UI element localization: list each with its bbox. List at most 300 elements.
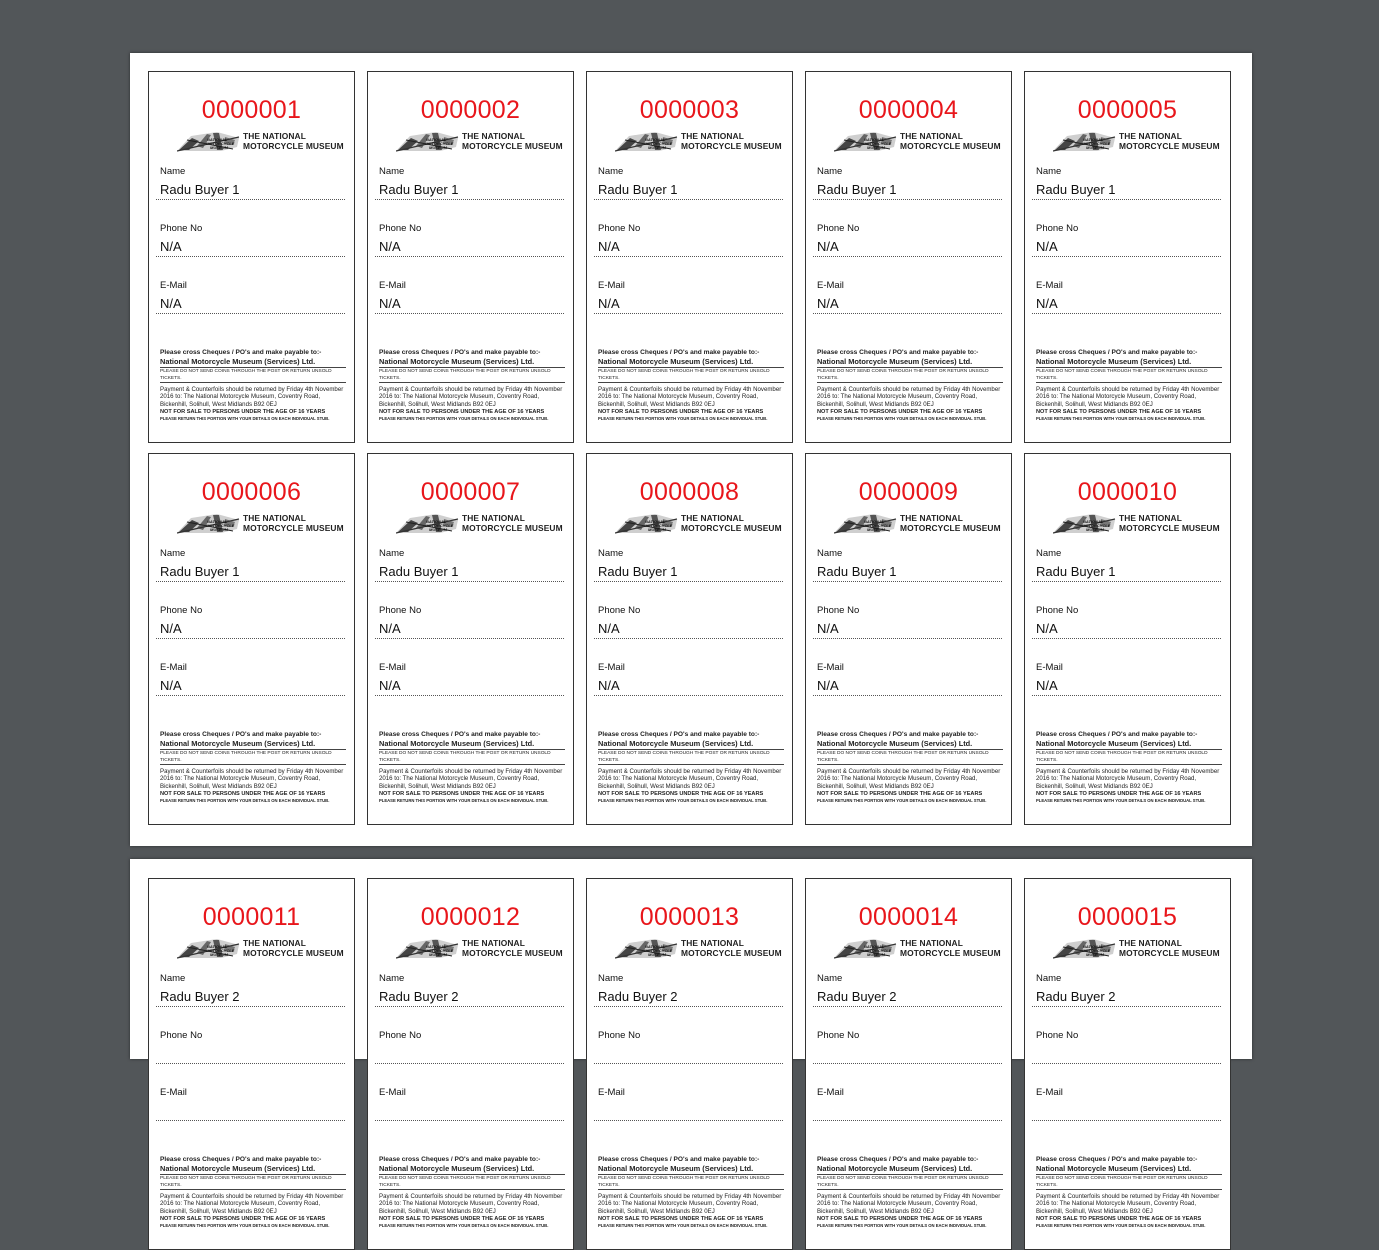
legal-notice [598,349,784,422]
svg-text:MUSEUM: MUSEUM [429,952,447,957]
name-value: Radu Buyer 1 [379,564,459,579]
logo-line-2: MOTORCYCLE MUSEUM [462,522,563,533]
name-label: Name [1036,548,1062,559]
email-value: N/A [817,296,839,311]
legal-notice [817,731,1003,804]
phone-value: N/A [598,621,620,636]
age-restriction-note: NOT FOR SALE TO PERSONS UNDER THE AGE OF 16 YEARS [379,791,545,798]
name-value: Radu Buyer 1 [1036,564,1116,579]
legal-notice [598,731,784,804]
return-address-note: Payment & Counterfoils should be returned by Friday 4th November 2016 to: The National Motorcycle Museum, Coventry Road, Bickenhill, Solihull, West Midlands B92 0EJ [817,1193,1001,1215]
email-underline [156,313,345,314]
no-coins-note: PLEASE DO NOT SEND COINS THROUGH THE POST OR RETURN UNSOLD TICKETS. [1036,368,1222,383]
name-value: Radu Buyer 1 [817,564,897,579]
logo-line-1: THE NATIONAL [462,131,525,141]
ticket-stub [586,878,793,1250]
phone-underline [375,1063,564,1064]
ticket-number: 0000009 [858,478,959,506]
email-underline [813,313,1002,314]
legal-notice [598,1156,784,1229]
age-restriction-note: NOT FOR SALE TO PERSONS UNDER THE AGE OF 16 YEARS [817,409,983,416]
email-label: E-Mail [817,280,844,291]
phone-label: Phone No [379,605,422,616]
museum-logo [1053,132,1223,154]
name-value: Radu Buyer 1 [598,564,678,579]
svg-text:MOTORCYCLE: MOTORCYCLE [1082,948,1111,953]
phone-label: Phone No [160,605,203,616]
svg-text:MOTORCYCLE: MOTORCYCLE [1082,523,1111,528]
logo-line-2: MOTORCYCLE MUSEUM [243,522,344,533]
museum-logo [177,514,347,536]
email-label: E-Mail [160,280,187,291]
logo-line-2: MOTORCYCLE MUSEUM [1119,522,1220,533]
ticket-stub [586,453,793,825]
logo-line-2: MOTORCYCLE MUSEUM [681,947,782,958]
svg-text:MOTORCYCLE: MOTORCYCLE [206,141,235,146]
union-flag-motorcycle-icon [615,132,679,152]
age-restriction-note: NOT FOR SALE TO PERSONS UNDER THE AGE OF 16 YEARS [817,791,983,798]
payee-note: National Motorcycle Museum (Services) Ltd. [1036,739,1222,750]
svg-text:NATIONAL: NATIONAL [864,944,885,949]
name-underline [813,581,1002,582]
name-label: Name [598,166,624,177]
name-value: Radu Buyer 2 [817,989,897,1004]
ticket-number: 0000010 [1077,478,1178,506]
museum-logo [615,132,785,154]
age-restriction-note: NOT FOR SALE TO PERSONS UNDER THE AGE OF 16 YEARS [598,1216,764,1223]
logo-line-1: THE NATIONAL [243,513,306,523]
svg-text:MOTORCYCLE: MOTORCYCLE [425,523,454,528]
email-underline [813,695,1002,696]
union-flag-motorcycle-icon [396,939,460,959]
email-underline [813,1120,1002,1121]
return-portion-note: PLEASE RETURN THIS PORTION WITH YOUR DETAILS ON EACH INDIVIDUAL STUB. [379,1223,549,1229]
legal-notice [1036,731,1222,804]
name-value: Radu Buyer 1 [817,182,897,197]
return-portion-note: PLEASE RETURN THIS PORTION WITH YOUR DETAILS ON EACH INDIVIDUAL STUB. [817,798,987,804]
phone-value: N/A [817,239,839,254]
payee-note: National Motorcycle Museum (Services) Ltd. [817,1164,1003,1175]
logo-line-1: THE NATIONAL [1119,938,1182,948]
phone-value: N/A [379,621,401,636]
no-coins-note: PLEASE DO NOT SEND COINS THROUGH THE POST OR RETURN UNSOLD TICKETS. [598,750,784,765]
phone-label: Phone No [598,1030,641,1041]
ticket-stub [148,71,355,443]
svg-text:MUSEUM: MUSEUM [210,145,228,150]
phone-label: Phone No [1036,1030,1079,1041]
union-flag-motorcycle-icon [615,514,679,534]
legal-notice [160,1156,346,1229]
union-flag-motorcycle-icon [177,514,241,534]
age-restriction-note: NOT FOR SALE TO PERSONS UNDER THE AGE OF 16 YEARS [817,1216,983,1223]
ticket-number: 0000006 [201,478,302,506]
age-restriction-note: NOT FOR SALE TO PERSONS UNDER THE AGE OF 16 YEARS [1036,791,1202,798]
svg-text:MUSEUM: MUSEUM [867,527,885,532]
name-label: Name [817,973,843,984]
email-underline [156,695,345,696]
union-flag-motorcycle-icon [1053,132,1117,152]
svg-text:MUSEUM: MUSEUM [648,952,666,957]
legal-notice [379,1156,565,1229]
phone-value: N/A [160,239,182,254]
name-label: Name [1036,166,1062,177]
no-coins-note: PLEASE DO NOT SEND COINS THROUGH THE POST OR RETURN UNSOLD TICKETS. [817,1175,1003,1190]
phone-underline [813,256,1002,257]
cheques-note: Please cross Cheques / PO's and make payable to:- [379,1156,541,1163]
cheques-note: Please cross Cheques / PO's and make payable to:- [1036,1156,1198,1163]
phone-label: Phone No [598,223,641,234]
name-label: Name [598,973,624,984]
age-restriction-note: NOT FOR SALE TO PERSONS UNDER THE AGE OF 16 YEARS [379,1216,545,1223]
phone-label: Phone No [1036,605,1079,616]
svg-text:MUSEUM: MUSEUM [429,145,447,150]
legal-notice [160,731,346,804]
email-label: E-Mail [598,1087,625,1098]
svg-text:MOTORCYCLE: MOTORCYCLE [425,141,454,146]
return-address-note: Payment & Counterfoils should be returned by Friday 4th November 2016 to: The National Motorcycle Museum, Coventry Road, Bickenhill, Solihull, West Midlands B92 0EJ [1036,386,1220,408]
email-label: E-Mail [1036,280,1063,291]
email-value: N/A [160,678,182,693]
name-value: Radu Buyer 1 [379,182,459,197]
return-address-note: Payment & Counterfoils should be returned by Friday 4th November 2016 to: The National Motorcycle Museum, Coventry Road, Bickenhill, Solihull, West Midlands B92 0EJ [160,386,344,408]
email-label: E-Mail [817,662,844,673]
logo-line-1: THE NATIONAL [900,938,963,948]
legal-notice [1036,349,1222,422]
payee-note: National Motorcycle Museum (Services) Ltd. [598,1164,784,1175]
ticket-stub [805,453,1012,825]
email-label: E-Mail [1036,1087,1063,1098]
name-underline [594,581,783,582]
svg-text:MUSEUM: MUSEUM [867,952,885,957]
phone-label: Phone No [160,223,203,234]
return-address-note: Payment & Counterfoils should be returned by Friday 4th November 2016 to: The National Motorcycle Museum, Coventry Road, Bickenhill, Solihull, West Midlands B92 0EJ [1036,1193,1220,1215]
svg-text:NATIONAL: NATIONAL [426,519,447,524]
legal-notice [817,349,1003,422]
svg-text:NATIONAL: NATIONAL [207,137,228,142]
name-underline [813,199,1002,200]
logo-line-1: THE NATIONAL [243,131,306,141]
logo-line-2: MOTORCYCLE MUSEUM [1119,947,1220,958]
union-flag-motorcycle-icon [834,514,898,534]
name-value: Radu Buyer 2 [1036,989,1116,1004]
logo-line-1: THE NATIONAL [462,513,525,523]
svg-text:MUSEUM: MUSEUM [867,145,885,150]
payee-note: National Motorcycle Museum (Services) Ltd. [1036,1164,1222,1175]
payee-note: National Motorcycle Museum (Services) Ltd. [817,739,1003,750]
ticket-number: 0000013 [639,903,740,931]
name-value: Radu Buyer 2 [598,989,678,1004]
email-underline [1032,313,1221,314]
logo-line-2: MOTORCYCLE MUSEUM [462,947,563,958]
logo-line-1: THE NATIONAL [681,513,744,523]
email-label: E-Mail [379,1087,406,1098]
union-flag-motorcycle-icon [834,939,898,959]
phone-value: N/A [379,239,401,254]
return-portion-note: PLEASE RETURN THIS PORTION WITH YOUR DETAILS ON EACH INDIVIDUAL STUB. [1036,416,1206,422]
email-label: E-Mail [817,1087,844,1098]
svg-text:MOTORCYCLE: MOTORCYCLE [644,523,673,528]
ticket-number: 0000008 [639,478,740,506]
age-restriction-note: NOT FOR SALE TO PERSONS UNDER THE AGE OF 16 YEARS [379,409,545,416]
email-value: N/A [598,296,620,311]
ticket-number: 0000015 [1077,903,1178,931]
ticket-stub [148,453,355,825]
name-label: Name [817,166,843,177]
name-value: Radu Buyer 1 [1036,182,1116,197]
email-label: E-Mail [160,1087,187,1098]
cheques-note: Please cross Cheques / PO's and make payable to:- [160,731,322,738]
name-label: Name [160,548,186,559]
union-flag-motorcycle-icon [396,514,460,534]
name-value: Radu Buyer 1 [598,182,678,197]
age-restriction-note: NOT FOR SALE TO PERSONS UNDER THE AGE OF 16 YEARS [160,1216,326,1223]
svg-text:NATIONAL: NATIONAL [207,944,228,949]
ticket-number: 0000003 [639,96,740,124]
svg-text:MUSEUM: MUSEUM [648,145,666,150]
no-coins-note: PLEASE DO NOT SEND COINS THROUGH THE POST OR RETURN UNSOLD TICKETS. [379,1175,565,1190]
payee-note: National Motorcycle Museum (Services) Ltd. [379,1164,565,1175]
no-coins-note: PLEASE DO NOT SEND COINS THROUGH THE POST OR RETURN UNSOLD TICKETS. [379,750,565,765]
phone-underline [156,256,345,257]
logo-line-2: MOTORCYCLE MUSEUM [900,947,1001,958]
name-underline [594,1006,783,1007]
return-portion-note: PLEASE RETURN THIS PORTION WITH YOUR DETAILS ON EACH INDIVIDUAL STUB. [598,1223,768,1229]
cheques-note: Please cross Cheques / PO's and make payable to:- [817,1156,979,1163]
return-address-note: Payment & Counterfoils should be returned by Friday 4th November 2016 to: The National Motorcycle Museum, Coventry Road, Bickenhill, Solihull, West Midlands B92 0EJ [1036,768,1220,790]
return-address-note: Payment & Counterfoils should be returned by Friday 4th November 2016 to: The National Motorcycle Museum, Coventry Road, Bickenhill, Solihull, West Midlands B92 0EJ [598,386,782,408]
svg-text:MUSEUM: MUSEUM [648,527,666,532]
phone-label: Phone No [1036,223,1079,234]
svg-text:NATIONAL: NATIONAL [864,519,885,524]
ticket-number: 0000002 [420,96,521,124]
svg-text:NATIONAL: NATIONAL [1083,137,1104,142]
svg-text:MUSEUM: MUSEUM [429,527,447,532]
return-portion-note: PLEASE RETURN THIS PORTION WITH YOUR DETAILS ON EACH INDIVIDUAL STUB. [1036,1223,1206,1229]
return-address-note: Payment & Counterfoils should be returned by Friday 4th November 2016 to: The National Motorcycle Museum, Coventry Road, Bickenhill, Solihull, West Midlands B92 0EJ [598,1193,782,1215]
payee-note: National Motorcycle Museum (Services) Ltd. [598,357,784,368]
logo-line-1: THE NATIONAL [1119,513,1182,523]
name-underline [375,581,564,582]
museum-logo [834,514,1004,536]
no-coins-note: PLEASE DO NOT SEND COINS THROUGH THE POST OR RETURN UNSOLD TICKETS. [160,750,346,765]
ticket-stub [1024,453,1231,825]
phone-value: N/A [1036,621,1058,636]
cheques-note: Please cross Cheques / PO's and make payable to:- [598,731,760,738]
payee-note: National Motorcycle Museum (Services) Ltd. [160,357,346,368]
email-value: N/A [1036,296,1058,311]
ticket-stub [1024,878,1231,1250]
phone-value: N/A [160,621,182,636]
museum-logo [834,132,1004,154]
name-label: Name [379,548,405,559]
cheques-note: Please cross Cheques / PO's and make payable to:- [817,349,979,356]
phone-underline [594,256,783,257]
age-restriction-note: NOT FOR SALE TO PERSONS UNDER THE AGE OF 16 YEARS [598,409,764,416]
logo-line-1: THE NATIONAL [900,513,963,523]
name-label: Name [379,973,405,984]
ticket-number: 0000004 [858,96,959,124]
email-underline [375,1120,564,1121]
logo-line-1: THE NATIONAL [1119,131,1182,141]
legal-notice [160,349,346,422]
return-portion-note: PLEASE RETURN THIS PORTION WITH YOUR DETAILS ON EACH INDIVIDUAL STUB. [598,798,768,804]
age-restriction-note: NOT FOR SALE TO PERSONS UNDER THE AGE OF 16 YEARS [160,791,326,798]
return-address-note: Payment & Counterfoils should be returned by Friday 4th November 2016 to: The National Motorcycle Museum, Coventry Road, Bickenhill, Solihull, West Midlands B92 0EJ [160,768,344,790]
name-underline [1032,1006,1221,1007]
email-underline [375,695,564,696]
phone-underline [1032,1063,1221,1064]
svg-text:MOTORCYCLE: MOTORCYCLE [206,948,235,953]
phone-underline [813,638,1002,639]
cheques-note: Please cross Cheques / PO's and make payable to:- [379,731,541,738]
svg-text:MUSEUM: MUSEUM [1086,952,1104,957]
payee-note: National Motorcycle Museum (Services) Ltd. [817,357,1003,368]
phone-underline [156,1063,345,1064]
ticket-number: 0000014 [858,903,959,931]
legal-notice [379,731,565,804]
museum-logo [396,132,566,154]
svg-text:MOTORCYCLE: MOTORCYCLE [644,141,673,146]
no-coins-note: PLEASE DO NOT SEND COINS THROUGH THE POST OR RETURN UNSOLD TICKETS. [1036,750,1222,765]
cheques-note: Please cross Cheques / PO's and make payable to:- [1036,349,1198,356]
email-label: E-Mail [379,280,406,291]
phone-underline [594,1063,783,1064]
no-coins-note: PLEASE DO NOT SEND COINS THROUGH THE POST OR RETURN UNSOLD TICKETS. [817,368,1003,383]
ticket-stub [805,71,1012,443]
no-coins-note: PLEASE DO NOT SEND COINS THROUGH THE POST OR RETURN UNSOLD TICKETS. [817,750,1003,765]
svg-text:NATIONAL: NATIONAL [426,944,447,949]
email-underline [594,1120,783,1121]
name-underline [156,1006,345,1007]
no-coins-note: PLEASE DO NOT SEND COINS THROUGH THE POST OR RETURN UNSOLD TICKETS. [379,368,565,383]
museum-logo [615,939,785,961]
payee-note: National Motorcycle Museum (Services) Ltd. [1036,357,1222,368]
cheques-note: Please cross Cheques / PO's and make payable to:- [817,731,979,738]
logo-line-1: THE NATIONAL [681,938,744,948]
museum-logo [396,514,566,536]
union-flag-motorcycle-icon [396,132,460,152]
svg-text:MOTORCYCLE: MOTORCYCLE [425,948,454,953]
phone-value: N/A [817,621,839,636]
ticket-stub [367,71,574,443]
return-portion-note: PLEASE RETURN THIS PORTION WITH YOUR DETAILS ON EACH INDIVIDUAL STUB. [160,1223,330,1229]
logo-line-1: THE NATIONAL [900,131,963,141]
museum-logo [177,939,347,961]
phone-label: Phone No [160,1030,203,1041]
email-underline [594,695,783,696]
email-label: E-Mail [598,280,625,291]
name-underline [375,199,564,200]
email-label: E-Mail [379,662,406,673]
name-underline [1032,199,1221,200]
name-label: Name [160,973,186,984]
return-address-note: Payment & Counterfoils should be returned by Friday 4th November 2016 to: The National Motorcycle Museum, Coventry Road, Bickenhill, Solihull, West Midlands B92 0EJ [817,386,1001,408]
no-coins-note: PLEASE DO NOT SEND COINS THROUGH THE POST OR RETURN UNSOLD TICKETS. [160,368,346,383]
phone-label: Phone No [817,1030,860,1041]
museum-logo [1053,514,1223,536]
age-restriction-note: NOT FOR SALE TO PERSONS UNDER THE AGE OF 16 YEARS [1036,409,1202,416]
logo-line-2: MOTORCYCLE MUSEUM [681,140,782,151]
museum-logo [177,132,347,154]
logo-line-1: THE NATIONAL [681,131,744,141]
no-coins-note: PLEASE DO NOT SEND COINS THROUGH THE POST OR RETURN UNSOLD TICKETS. [598,368,784,383]
name-value: Radu Buyer 2 [160,989,240,1004]
union-flag-motorcycle-icon [1053,514,1117,534]
legal-notice [1036,1156,1222,1229]
no-coins-note: PLEASE DO NOT SEND COINS THROUGH THE POST OR RETURN UNSOLD TICKETS. [1036,1175,1222,1190]
ticket-stub [367,878,574,1250]
return-portion-note: PLEASE RETURN THIS PORTION WITH YOUR DETAILS ON EACH INDIVIDUAL STUB. [160,798,330,804]
email-underline [594,313,783,314]
museum-logo [1053,939,1223,961]
cheques-note: Please cross Cheques / PO's and make payable to:- [598,1156,760,1163]
logo-line-1: THE NATIONAL [462,938,525,948]
cheques-note: Please cross Cheques / PO's and make payable to:- [598,349,760,356]
cheques-note: Please cross Cheques / PO's and make payable to:- [1036,731,1198,738]
return-portion-note: PLEASE RETURN THIS PORTION WITH YOUR DETAILS ON EACH INDIVIDUAL STUB. [379,416,549,422]
phone-label: Phone No [817,223,860,234]
phone-underline [813,1063,1002,1064]
phone-underline [594,638,783,639]
phone-value: N/A [1036,239,1058,254]
email-underline [156,1120,345,1121]
return-address-note: Payment & Counterfoils should be returned by Friday 4th November 2016 to: The National Motorcycle Museum, Coventry Road, Bickenhill, Solihull, West Midlands B92 0EJ [160,1193,344,1215]
age-restriction-note: NOT FOR SALE TO PERSONS UNDER THE AGE OF 16 YEARS [1036,1216,1202,1223]
svg-text:MUSEUM: MUSEUM [210,952,228,957]
union-flag-motorcycle-icon [834,132,898,152]
svg-text:NATIONAL: NATIONAL [207,519,228,524]
legal-notice [817,1156,1003,1229]
payee-note: National Motorcycle Museum (Services) Ltd. [160,739,346,750]
museum-logo [834,939,1004,961]
cheques-note: Please cross Cheques / PO's and make payable to:- [379,349,541,356]
cheques-note: Please cross Cheques / PO's and make payable to:- [160,349,322,356]
email-value: N/A [598,678,620,693]
logo-line-2: MOTORCYCLE MUSEUM [1119,140,1220,151]
ticket-number: 0000012 [420,903,521,931]
logo-line-2: MOTORCYCLE MUSEUM [900,522,1001,533]
name-label: Name [817,548,843,559]
svg-text:MUSEUM: MUSEUM [1086,145,1104,150]
museum-logo [396,939,566,961]
pdf-page-1 [130,53,1252,846]
svg-text:NATIONAL: NATIONAL [426,137,447,142]
svg-text:MOTORCYCLE: MOTORCYCLE [863,948,892,953]
svg-text:NATIONAL: NATIONAL [864,137,885,142]
payee-note: National Motorcycle Museum (Services) Ltd. [160,1164,346,1175]
logo-line-2: MOTORCYCLE MUSEUM [462,140,563,151]
legal-notice [379,349,565,422]
union-flag-motorcycle-icon [177,939,241,959]
museum-logo [615,514,785,536]
return-portion-note: PLEASE RETURN THIS PORTION WITH YOUR DETAILS ON EACH INDIVIDUAL STUB. [817,1223,987,1229]
phone-underline [375,256,564,257]
email-value: N/A [1036,678,1058,693]
svg-text:NATIONAL: NATIONAL [645,519,666,524]
phone-underline [1032,256,1221,257]
ticket-stub [367,453,574,825]
pdf-page-2 [130,859,1252,1229]
svg-text:NATIONAL: NATIONAL [1083,944,1104,949]
name-label: Name [379,166,405,177]
phone-label: Phone No [379,1030,422,1041]
return-address-note: Payment & Counterfoils should be returned by Friday 4th November 2016 to: The National Motorcycle Museum, Coventry Road, Bickenhill, Solihull, West Midlands B92 0EJ [598,768,782,790]
cheques-note: Please cross Cheques / PO's and make payable to:- [160,1156,322,1163]
union-flag-motorcycle-icon [177,132,241,152]
phone-label: Phone No [817,605,860,616]
name-underline [1032,581,1221,582]
payee-note: National Motorcycle Museum (Services) Ltd. [379,739,565,750]
